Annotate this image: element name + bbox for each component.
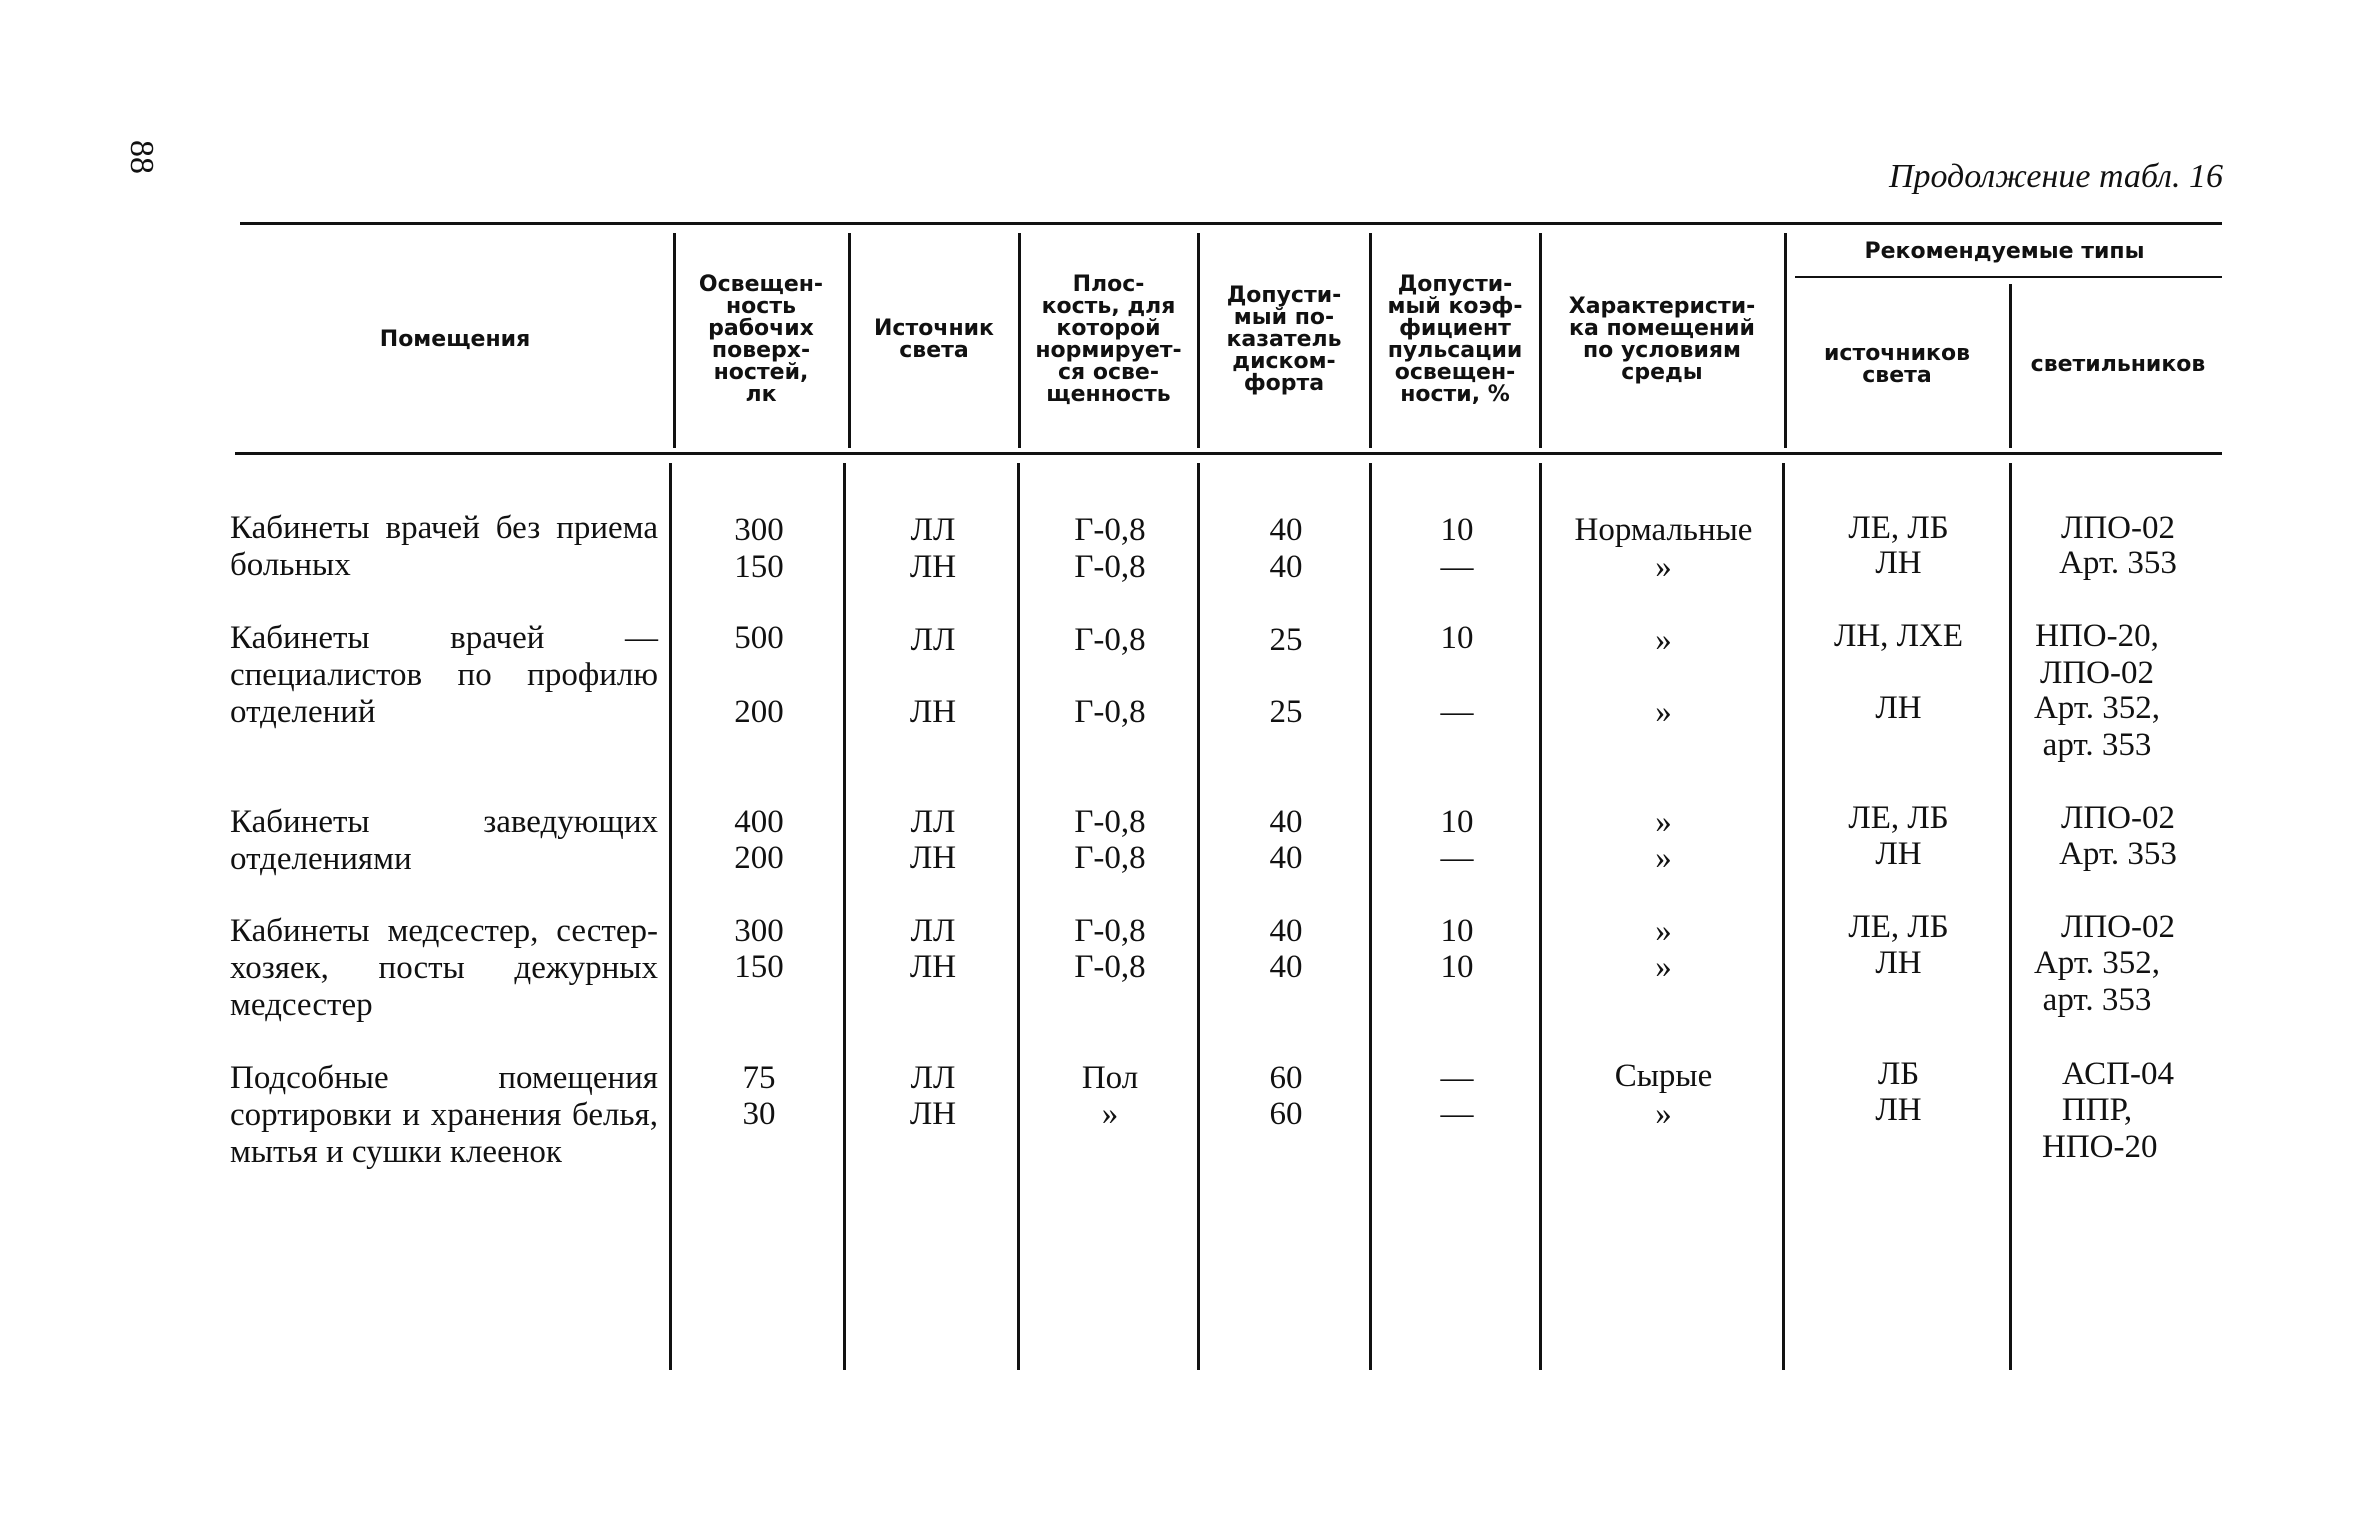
cell-lamps: ЛЕ, ЛБ xyxy=(1848,510,1949,546)
cell-discomfort: 25 xyxy=(1269,694,1303,730)
cell-discomfort: 40 xyxy=(1269,512,1303,548)
cell-luminaires: Арт. 352, арт. 353 xyxy=(2033,690,2161,763)
cell-luminaires: ППР, НПО-20 xyxy=(2042,1092,2158,1165)
cell-plane: Г-0,8 xyxy=(1074,694,1146,730)
table-caption: Продолжение табл. 16 xyxy=(1888,158,2223,195)
cell-environment: » xyxy=(1655,694,1672,730)
cell-luminaires: Арт. 353 xyxy=(2059,836,2177,872)
cell-plane: Г-0,8 xyxy=(1074,622,1146,658)
cell-source: ЛЛ xyxy=(910,1060,956,1096)
cell-environment: » xyxy=(1655,949,1672,985)
cell-luminaires: НПО-20, ЛПО-02 xyxy=(2035,618,2159,691)
cell-luminaires: ЛПО-02 xyxy=(2060,909,2176,945)
header-discomfort: Допусти- мый по- казатель диском- форта xyxy=(1226,283,1342,396)
cell-luminaires: ЛПО-02 xyxy=(2060,510,2176,546)
cell-lamps: ЛН xyxy=(1875,690,1922,726)
row-room-name: Кабинеты врачей без приема больных xyxy=(230,510,658,583)
recommended-subrule xyxy=(1795,276,2222,278)
cell-source: ЛЛ xyxy=(910,804,956,840)
cell-luminaires: Арт. 352, арт. 353 xyxy=(2033,945,2161,1018)
cell-plane: Г-0,8 xyxy=(1074,512,1146,548)
row-room-name: Кабинеты заведующих отделениями xyxy=(230,804,658,877)
cell-pulsation: — xyxy=(1440,1060,1474,1096)
cell-source: ЛН xyxy=(909,694,957,730)
cell-source: ЛЛ xyxy=(910,913,956,949)
cell-discomfort: 60 xyxy=(1269,1096,1303,1132)
cell-discomfort: 40 xyxy=(1269,804,1303,840)
cell-plane: Г-0,8 xyxy=(1074,804,1146,840)
cell-plane: Г-0,8 xyxy=(1074,840,1146,876)
header-room: Помещения xyxy=(379,327,531,352)
cell-environment: » xyxy=(1655,804,1672,840)
header-pulsation: Допусти- мый коэф- фициент пульсации освещен- ности, % xyxy=(1387,272,1523,407)
cell-luminaires: АСП-04 xyxy=(2061,1056,2175,1092)
cell-illuminance: 500 xyxy=(734,620,784,656)
cell-lamps: ЛБ xyxy=(1877,1056,1920,1092)
cell-discomfort: 25 xyxy=(1269,622,1303,658)
cell-lamps: ЛН xyxy=(1875,836,1922,872)
cell-pulsation: — xyxy=(1440,840,1474,876)
cell-illuminance: 200 xyxy=(734,840,784,876)
cell-source: ЛН xyxy=(909,549,957,585)
cell-illuminance: 150 xyxy=(734,949,784,985)
table-top-rule xyxy=(240,222,2222,225)
cell-discomfort: 60 xyxy=(1269,1060,1303,1096)
cell-lamps: ЛН xyxy=(1875,545,1922,581)
cell-lamps: ЛН, ЛХЕ xyxy=(1833,618,1964,654)
cell-source: ЛН xyxy=(909,949,957,985)
header-recommended: Рекомендуемые типы xyxy=(1864,239,2145,264)
header-lamp-sources: источников света xyxy=(1823,341,1970,388)
cell-source: ЛН xyxy=(909,840,957,876)
cell-pulsation: 10 xyxy=(1440,913,1474,949)
cell-illuminance: 30 xyxy=(742,1096,776,1132)
cell-lamps: ЛН xyxy=(1875,945,1922,981)
cell-environment: Сырые xyxy=(1614,1058,1713,1094)
cell-lamps: ЛН xyxy=(1875,1092,1922,1128)
header-illuminance: Освещен- ность рабочих поверх- ностей, лк xyxy=(698,272,824,407)
row-room-name: Подсобные помещения сортировки и хранения белья, мытья и сушки клеенок xyxy=(230,1060,658,1170)
cell-illuminance: 300 xyxy=(734,913,784,949)
cell-pulsation: 10 xyxy=(1440,512,1474,548)
cell-pulsation: 10 xyxy=(1440,620,1474,656)
cell-pulsation: — xyxy=(1440,1096,1474,1132)
cell-source: ЛЛ xyxy=(910,622,956,658)
cell-source: ЛН xyxy=(909,1096,957,1132)
cell-illuminance: 75 xyxy=(742,1060,776,1096)
header-bottom-rule xyxy=(235,452,2222,455)
cell-environment: » xyxy=(1655,913,1672,949)
cell-pulsation: 10 xyxy=(1440,949,1474,985)
header-luminaires: светильников xyxy=(2030,352,2206,377)
cell-discomfort: 40 xyxy=(1269,949,1303,985)
header-environment: Характеристи- ка помещений по условиям среды xyxy=(1568,294,1756,385)
cell-source: ЛЛ xyxy=(910,512,956,548)
cell-illuminance: 400 xyxy=(734,804,784,840)
page-number: 88 xyxy=(123,140,160,174)
cell-environment: » xyxy=(1655,622,1672,658)
cell-illuminance: 300 xyxy=(734,512,784,548)
cell-environment: » xyxy=(1655,1096,1672,1132)
header-source: Источник света xyxy=(874,316,994,363)
cell-illuminance: 200 xyxy=(734,694,784,730)
row-room-name: Кабинеты врачей — специалистов по профилю отделений xyxy=(230,620,658,730)
row-room-name: Кабинеты медсестер, сестер-хозяек, посты дежурных медсестер xyxy=(230,913,658,1023)
cell-plane: Пол xyxy=(1081,1060,1139,1096)
cell-luminaires: ЛПО-02 xyxy=(2060,800,2176,836)
cell-plane: Г-0,8 xyxy=(1074,913,1146,949)
cell-discomfort: 40 xyxy=(1269,913,1303,949)
cell-pulsation: 10 xyxy=(1440,804,1474,840)
cell-lamps: ЛЕ, ЛБ xyxy=(1848,800,1949,836)
header-plane: Плос- кость, для которой нормирует- ся осве- щенность xyxy=(1035,272,1182,407)
cell-discomfort: 40 xyxy=(1269,840,1303,876)
cell-plane: » xyxy=(1101,1096,1119,1132)
cell-discomfort: 40 xyxy=(1269,549,1303,585)
cell-environment: » xyxy=(1655,840,1672,876)
cell-illuminance: 150 xyxy=(734,549,784,585)
cell-environment: » xyxy=(1655,549,1672,585)
cell-pulsation: — xyxy=(1440,694,1474,730)
cell-plane: Г-0,8 xyxy=(1074,949,1146,985)
cell-plane: Г-0,8 xyxy=(1074,549,1146,585)
cell-lamps: ЛЕ, ЛБ xyxy=(1848,909,1949,945)
cell-environment: Нормальные xyxy=(1574,512,1753,548)
cell-luminaires: Арт. 353 xyxy=(2059,545,2177,581)
cell-pulsation: — xyxy=(1440,549,1474,585)
